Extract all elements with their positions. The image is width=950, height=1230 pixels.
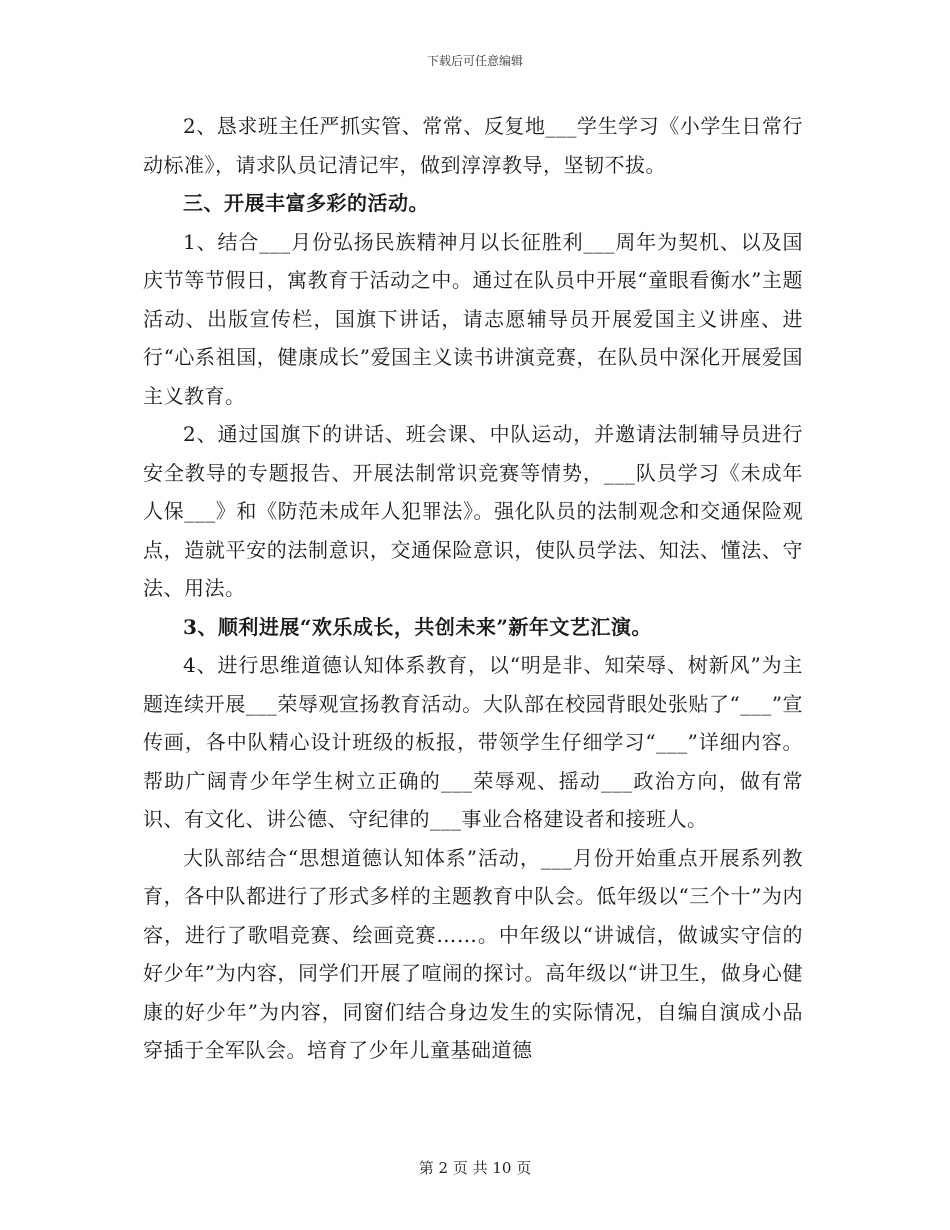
paragraph-patriotic-education: 1、结合___月份弘扬民族精神月以长征胜利___周年为契机、以及国庆节等节假日，寓教育于活动之中。通过在队员中开展“童眼看衡水”主题活动、出版宣传栏，国旗下讲话，请志愿辅导员开展爱国主义讲座、进行“心系祖国，健康成长”爱国主义读书讲演竞赛，在队员中深化开展爱国主义教育。 <box>143 229 803 408</box>
paragraph-legal-education: 2、通过国旗下的讲话、班会课、中队运动，并邀请法制辅导员进行安全教导的专题报告、开展法制常识竞赛等情势，___队员学习《未成年人保___》和《防范未成年人犯罪法》。强化队员的法制观念和交通保险观点，造就平安的法制意识，交通保险意识，使队员学法、知法、懂法、守法、用法。 <box>143 422 803 600</box>
paragraph-brigade-activities: 大队部结合“思想道德认知体系”活动，___月份开始重点开展系列教育，各中队都进行了形式多样的主题教育中队会。低年级以“三个十”为内容，进行了歌唱竞赛、绘画竞赛……。中年级以“讲诚信，做诚实守信的好少年”为内容，同学们开展了喧闹的探讨。高年级以“讲卫生，做身心健康的好少年”为内容，同窗们结合身边发生的实际情况，自编自演成小品穿插于全军队会。培育了少年儿童基础道德 <box>143 845 803 1062</box>
page-number: 第 2 页 共 10 页 <box>418 1159 532 1177</box>
paragraph-new-year-performance: 3、顺利进展“欢乐成长，共创未来”新年文艺汇演。 <box>183 614 652 639</box>
paragraph-item-2: 2、恳求班主任严抓实管、常常、反复地___学生学习《小学生日常行动标准》，请求队员记清记牢，做到淳淳教导，坚韧不拔。 <box>143 114 803 177</box>
paragraph-moral-education: 4、进行思维道德认知体系教育，以“明是非、知荣辱、树新风”为主题连续开展___荣辱观宣扬教育活动。大队部在校园背眼处张贴了“___”宣传画，各中队精心设计班级的板报，带领学生仔细学习“___”详细内容。帮助广阔青少年学生树立正确的___荣辱观、摇动___政治方向，做有常识、有文化、讲公德、守纪律的___事业合格建设者和接班人。 <box>143 653 803 831</box>
page-header: 下载后可任意编辑 <box>426 54 523 68</box>
section-heading-3: 三、开展丰富多彩的活动。 <box>183 191 429 215</box>
document-body <box>143 107 803 1070</box>
